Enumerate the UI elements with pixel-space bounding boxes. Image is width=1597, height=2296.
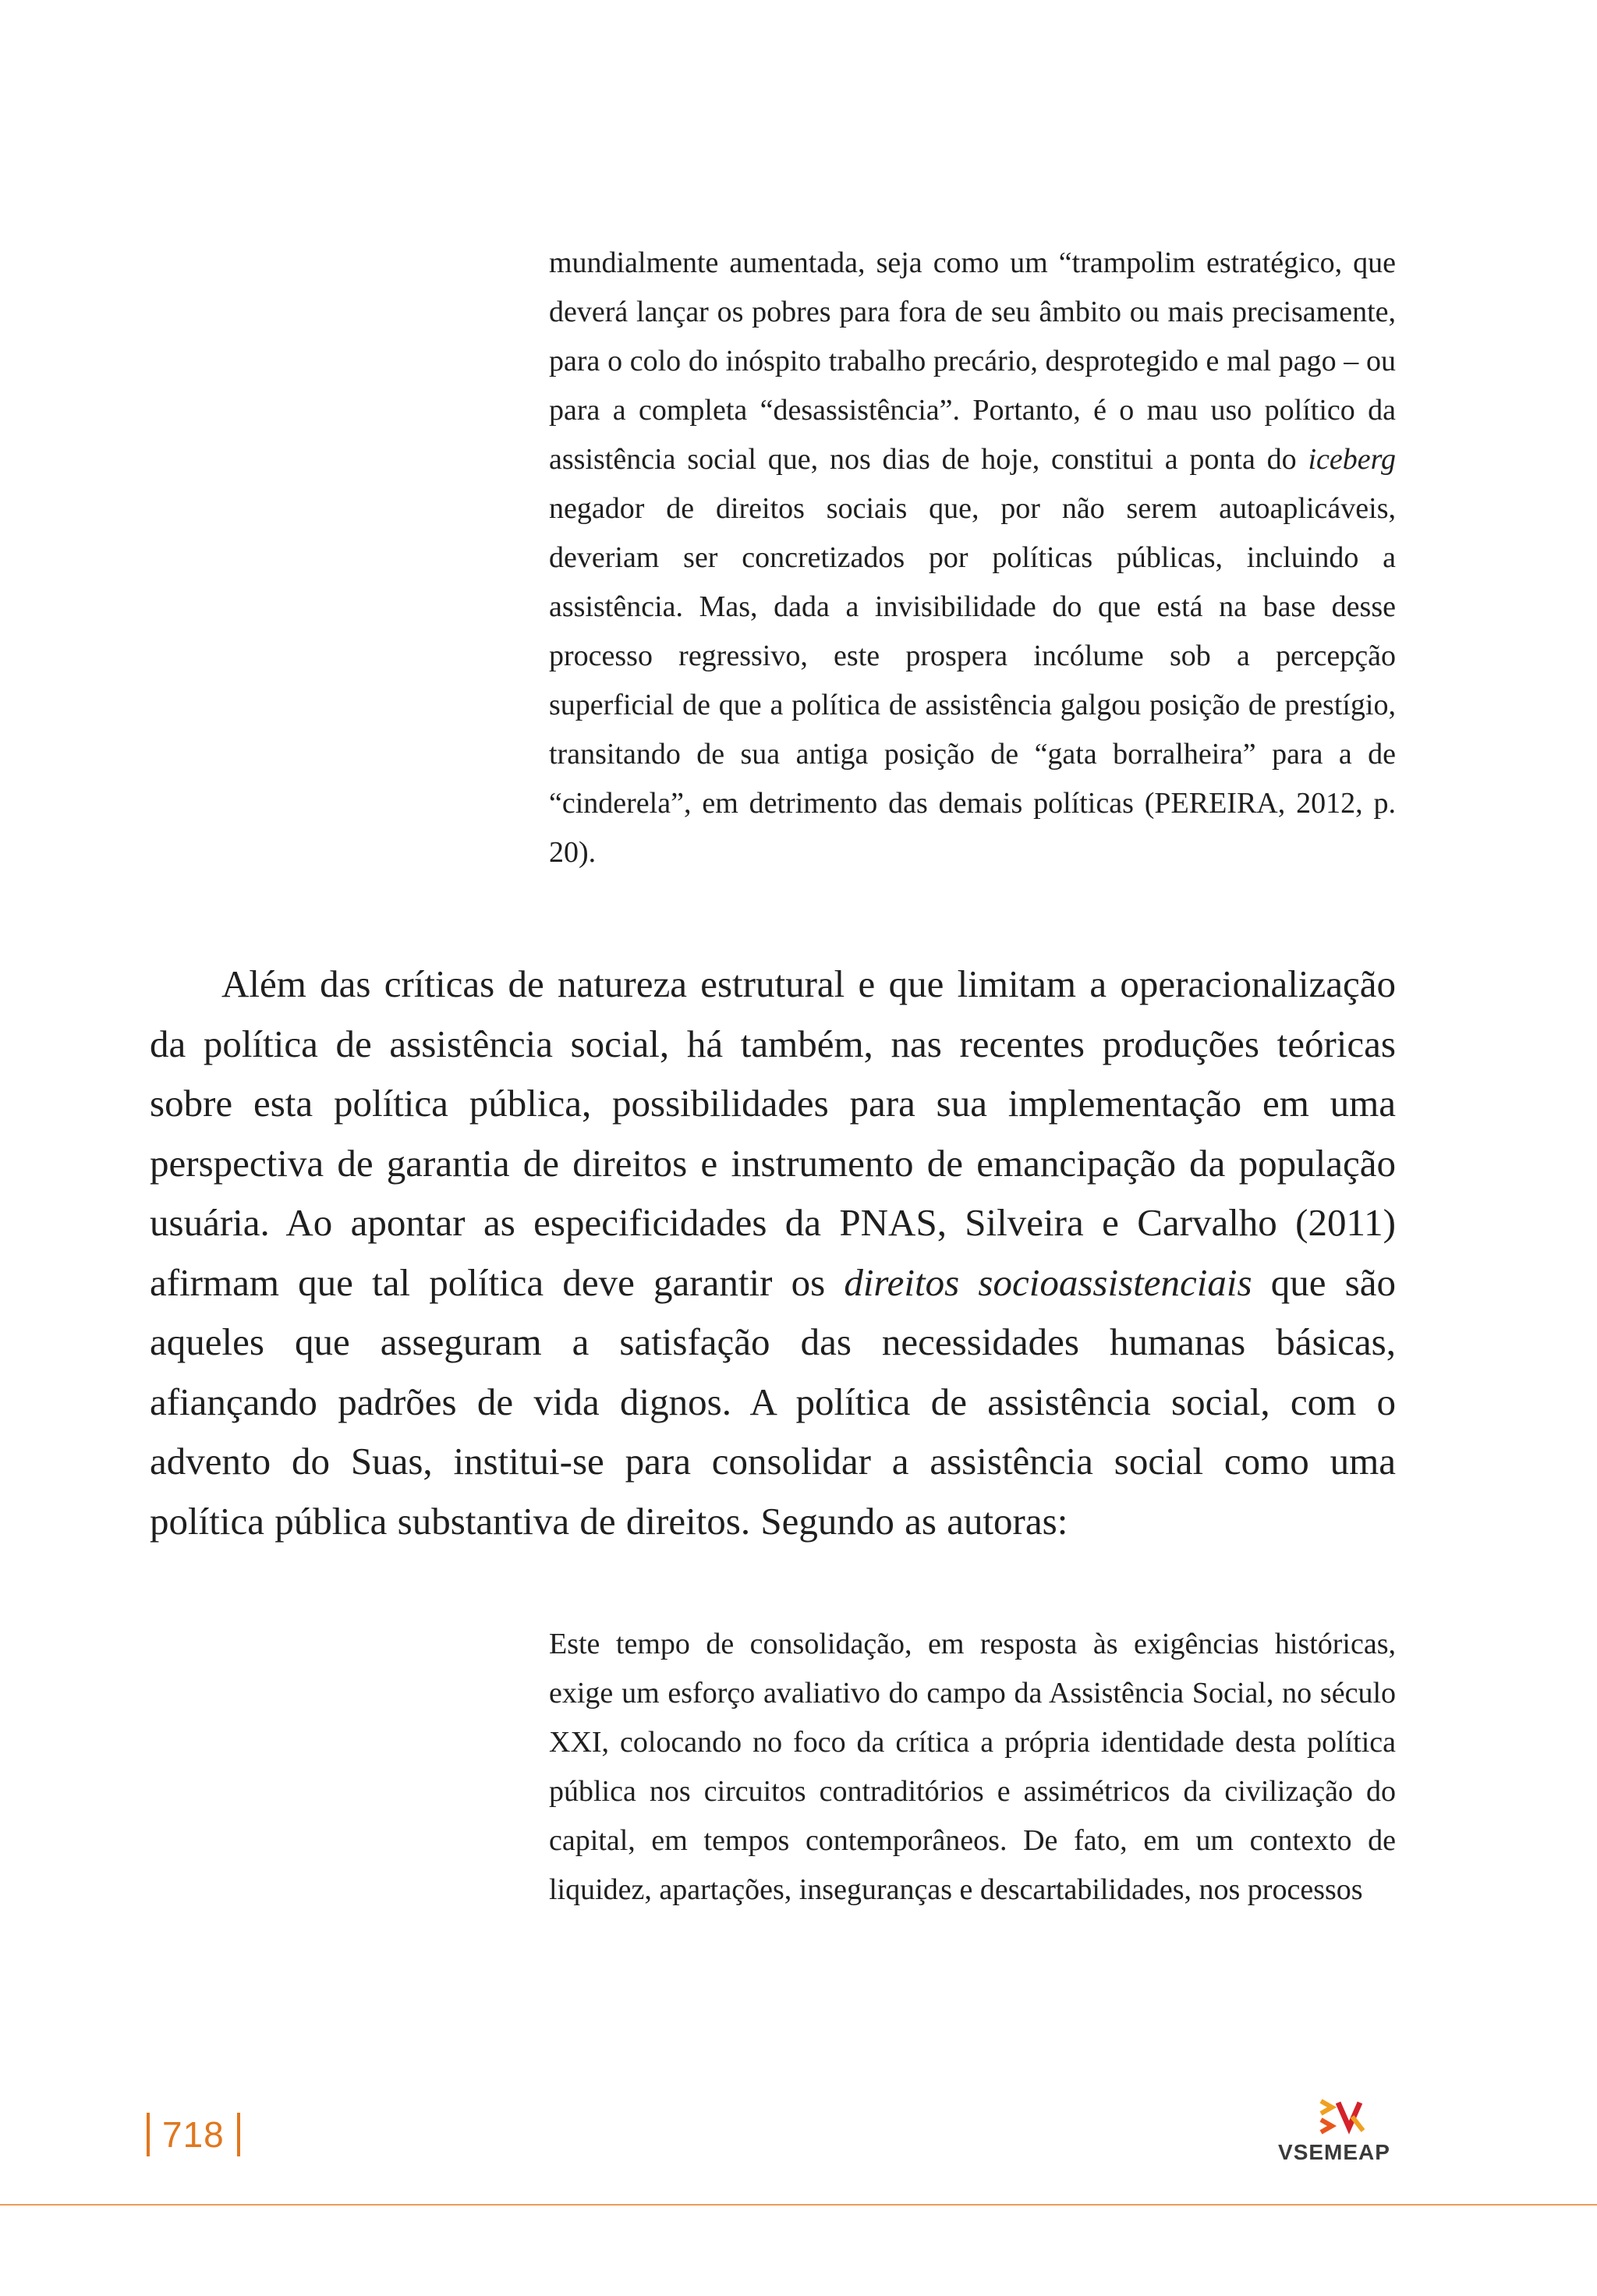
vsemeap-logo — [1268, 2096, 1400, 2174]
block-quote-bottom: Este tempo de consolidação, em resposta às exigências históricas, exige um esforço avaliativo do campo da Assistência Social, no século XXI, colocando no foco da crítica a própria identidade desta política pública nos circuitos contraditórios e assimétricos da civilização do capital, em tempos contemporâneos. De fato, em um contexto de liquidez, apartações, inseguranças e descartabilidades, nos processos — [549, 1628, 1396, 1906]
block-quote-top — [549, 239, 1396, 877]
body-paragraph-italic: direitos socioassistenciais — [844, 1260, 1252, 1304]
body-paragraph-text-2: que são aqueles que asseguram a satisfação das necessidades humanas básicas, afiançando padrões de vida dignos. A política de assistência social, com o advento do Suas, institui-se para consolidar a assistência social como uma política pública substantiva de direitos. Segundo as autoras: — [150, 1260, 1396, 1543]
body-paragraph-text-1: Além das críticas de natureza estrutural e que limitam a operacionalização da política de assistência social, há também, nas recentes produções teóricas sobre esta política pública, possibilidades para sua implementação em uma perspectiva de garantia de direitos e instrumento de emancipação da população usuária. Ao apontar as especificidades da PNAS, Silveira e Carvalho (2011) afirmam que tal política deve garantir os — [150, 962, 1396, 1304]
page-number-right-bar — [237, 2113, 240, 2156]
page-number-value: 718 — [162, 2114, 225, 2155]
quote-top-text-1: mundialmente aumentada, seja como um “trampolim estratégico, que deverá lançar os pobres para fora de seu âmbito ou mais precisamente, para o colo do inóspito trabalho precário, desprotegido e mal pago – ou para a completa “desassistência”. Portanto, é o mau uso político da assistência social que, nos dias de hoje, constitui a ponta do — [549, 246, 1396, 476]
quote-top-text-2: negador de direitos sociais que, por não serem autoaplicáveis, deveriam ser concretizados por políticas públicas, incluindo a assistência. Mas, dada a invisibilidade do que está na base desse processo regressivo, este prospera incólume sob a percepção superficial de que a política de assistência galgou posição de prestígio, transitando de sua antiga posição de “gata borralheira” para a de “cinderela”, em detrimento das demais políticas (PEREIRA, 2012, p. 20). — [549, 492, 1396, 869]
footer-divider — [0, 2204, 1597, 2206]
page-number — [147, 2110, 240, 2156]
body-paragraph — [150, 955, 1396, 1551]
quote-top-italic: iceberg — [1308, 443, 1396, 476]
vsemeap-logo-text: VSEMEAP — [1278, 2140, 1390, 2164]
vsemeap-logo-mark-icon — [1318, 2096, 1368, 2137]
